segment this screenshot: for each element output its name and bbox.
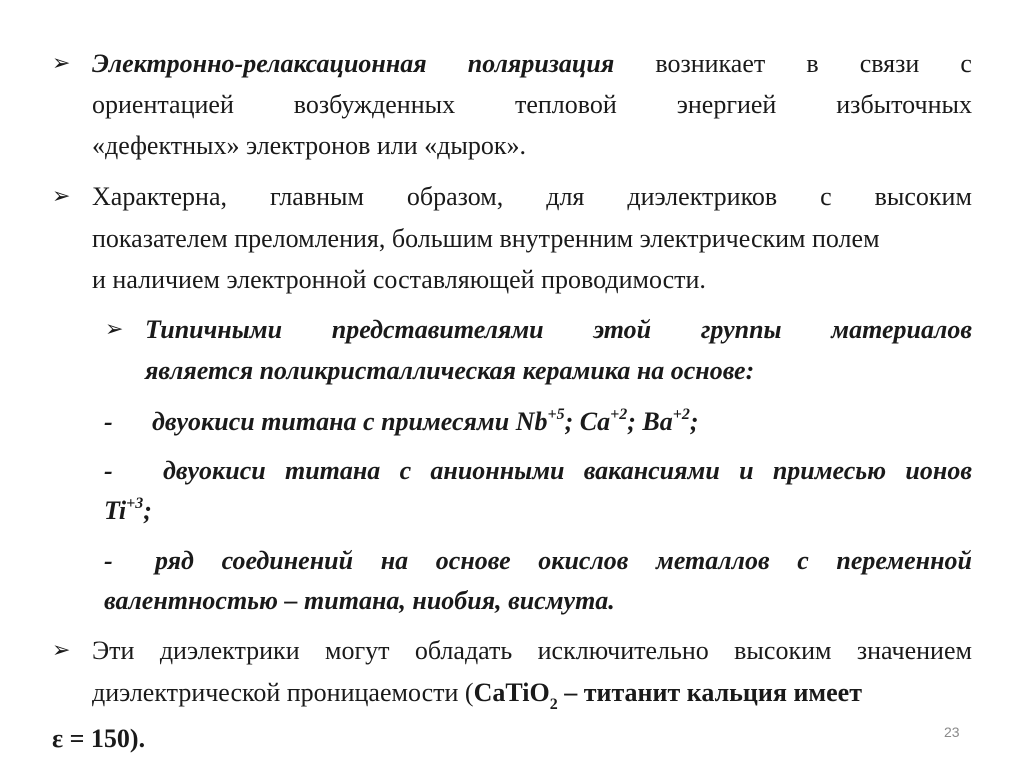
- ti-superscript: +3: [126, 495, 144, 513]
- word: главным: [269, 182, 364, 211]
- word: диэлектрики: [159, 636, 300, 665]
- item1-end: ;: [689, 407, 699, 436]
- bullet3-plain-text: диэлектрической проницаемости (: [92, 678, 474, 707]
- bullet1-line1: [92, 47, 972, 81]
- word: возникает: [655, 49, 766, 78]
- bullet1-line3: «дефектных» электронов или «дырок».: [92, 131, 527, 160]
- word: высоким: [874, 182, 972, 211]
- bullet2-line1: [92, 180, 972, 214]
- word: с: [797, 546, 809, 575]
- word: ионов: [905, 456, 972, 485]
- term-part-b: поляризация: [467, 49, 615, 78]
- arrow-bullet-icon: ➢: [105, 317, 124, 342]
- bullet3-line2: [92, 676, 862, 714]
- word: обладать: [414, 636, 513, 665]
- bullet3-bold-text: – титанит кальция имеет: [557, 678, 862, 707]
- item3-line1: [155, 544, 972, 578]
- word: диэлектриков: [627, 182, 778, 211]
- item1-line: [152, 405, 699, 439]
- item1-ba: ; Ba: [627, 407, 673, 436]
- word: с: [960, 49, 972, 78]
- word: вакансиями: [583, 456, 720, 485]
- item3-line2: валентностью – титана, ниобия, висмута.: [104, 586, 615, 615]
- word: энергией: [676, 90, 777, 119]
- word: высоким: [734, 636, 832, 665]
- bullet3-line1: [92, 634, 972, 668]
- item3-dash: -: [104, 546, 113, 575]
- word: Характерна,: [92, 182, 228, 211]
- word: анионными: [430, 456, 565, 485]
- word: примесью: [772, 456, 887, 485]
- word: тепловой: [514, 90, 617, 119]
- word: образом,: [406, 182, 504, 211]
- catio-formula: CaTiO: [473, 678, 550, 707]
- term-part-a: Электронно-релаксационная: [92, 49, 427, 78]
- item2-end: ;: [143, 496, 152, 525]
- word: исключительно: [537, 636, 709, 665]
- item2-dash: -: [104, 456, 113, 485]
- item2-line2: [104, 494, 152, 528]
- arrow-bullet-icon: ➢: [52, 638, 71, 663]
- word: избыточных: [836, 90, 972, 119]
- sub-bullet-line2: является поликристаллическая керамика на основе:: [145, 356, 755, 385]
- word: связи: [859, 49, 920, 78]
- word: Эти: [92, 636, 135, 665]
- word: соединений: [221, 546, 354, 575]
- arrow-bullet-icon: ➢: [52, 184, 71, 209]
- item1-text: двуокиси титана с примесями Nb: [152, 407, 548, 436]
- nb-superscript: +5: [547, 406, 565, 424]
- word: представителями: [331, 315, 544, 344]
- word: с: [820, 182, 832, 211]
- word: Типичными: [145, 315, 283, 344]
- word: и: [739, 456, 754, 485]
- word: ряд: [155, 546, 194, 575]
- word: материалов: [831, 315, 972, 344]
- word: ориентацией: [92, 90, 234, 119]
- word: окислов: [538, 546, 629, 575]
- bullet3-line3: ε = 150).: [52, 724, 146, 753]
- item1-dash: -: [104, 407, 113, 436]
- word: основе: [435, 546, 511, 575]
- word: для: [546, 182, 585, 211]
- bullet2-line2: показателем преломления, большим внутренним электрическим полем: [92, 224, 880, 253]
- item2-line1: [163, 454, 972, 488]
- formula-subscript: 2: [549, 696, 558, 714]
- word: переменной: [836, 546, 972, 575]
- word: титана: [284, 456, 381, 485]
- ba-superscript: +2: [672, 406, 690, 424]
- ca-superscript: +2: [610, 406, 628, 424]
- word: двуокиси: [163, 456, 266, 485]
- word: металлов: [656, 546, 770, 575]
- word: группы: [700, 315, 782, 344]
- word: с: [399, 456, 412, 485]
- word: значением: [856, 636, 972, 665]
- item1-ca: ; Ca: [564, 407, 611, 436]
- word: возбужденных: [293, 90, 456, 119]
- ti-symbol: Ti: [104, 496, 127, 525]
- sub-bullet-line1: [145, 313, 972, 347]
- bullet2-line3: и наличием электронной составляющей проводимости.: [92, 265, 706, 294]
- arrow-bullet-icon: ➢: [52, 51, 71, 76]
- word: этой: [593, 315, 652, 344]
- bullet1-line2: [92, 88, 972, 122]
- word: на: [380, 546, 409, 575]
- word: могут: [324, 636, 390, 665]
- page-number: 23: [944, 724, 960, 740]
- word: в: [806, 49, 819, 78]
